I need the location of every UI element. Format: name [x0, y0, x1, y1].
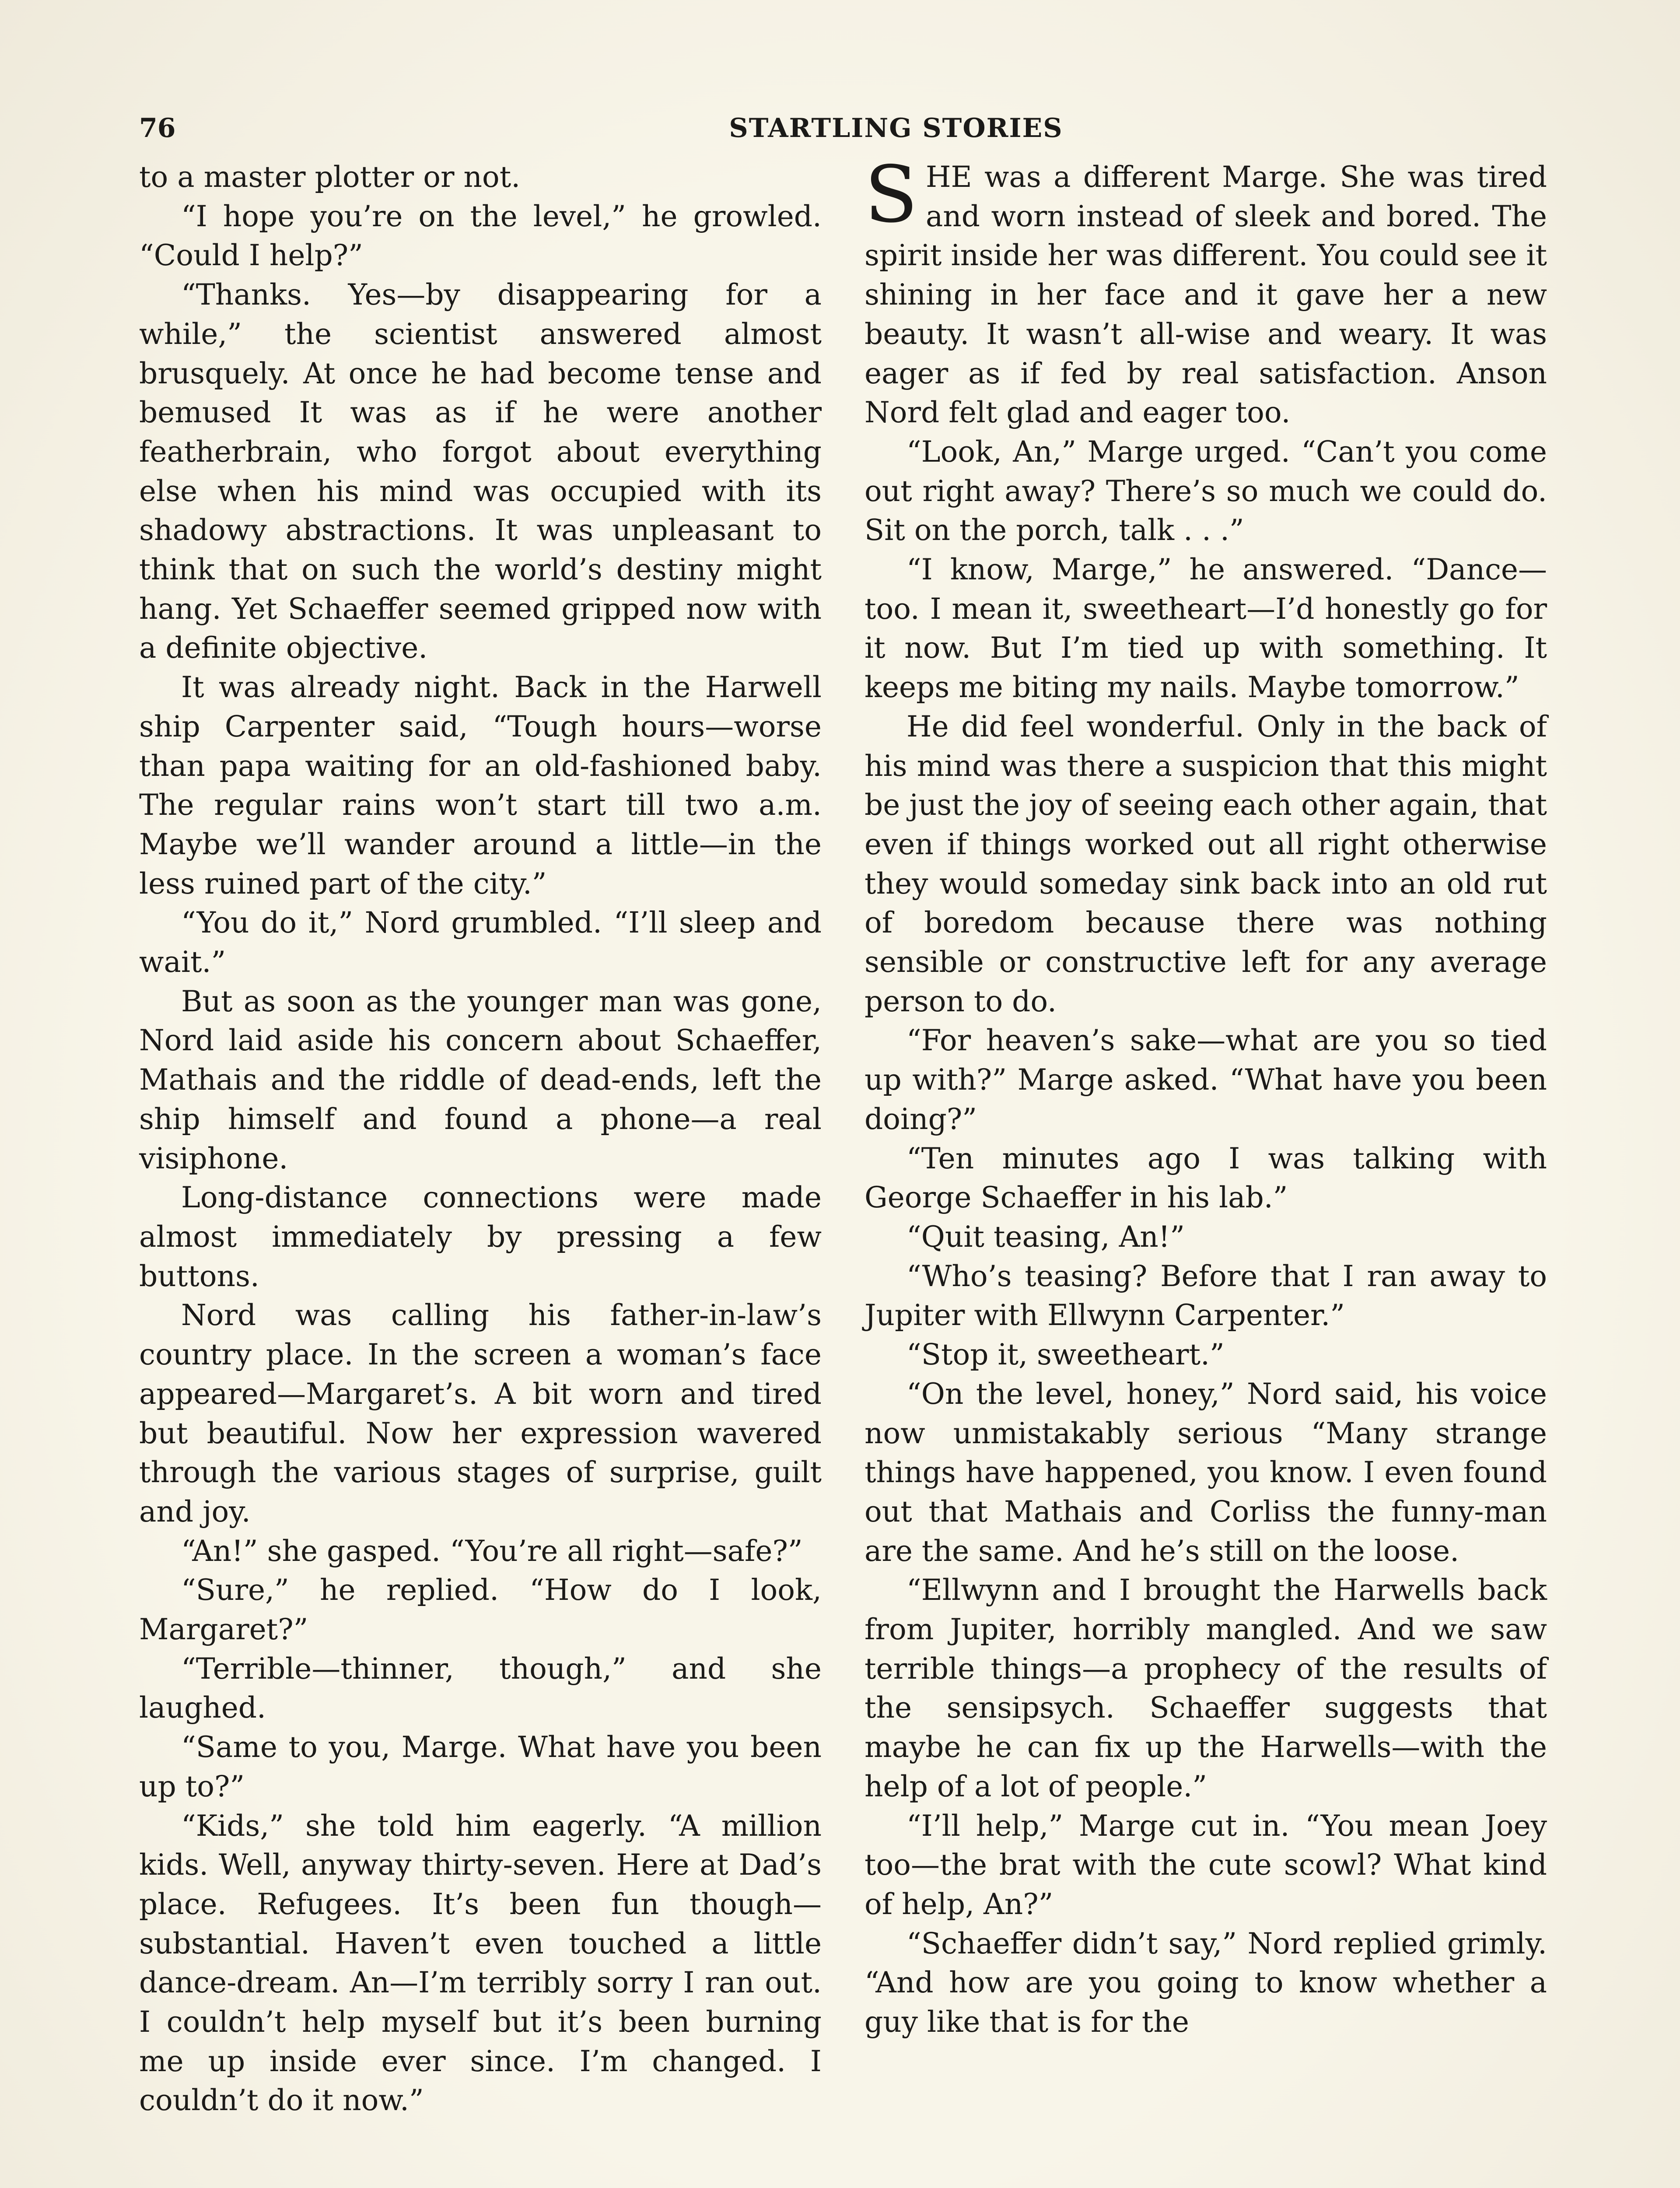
paragraph: Long-distance connections were made almost immediately by pressing a few buttons.: [139, 1181, 822, 1293]
paragraph: “For heaven’s sake—what are you so tied up with?” Marge asked. “What have you been doing?”: [864, 1024, 1547, 1136]
paragraph: “Same to you, Marge. What have you been up to?”: [139, 1730, 822, 1803]
opening-paragraph: [864, 149, 1547, 432]
paragraph: He did feel wonderful. Only in the back of his mind was there a suspicion that this might be just the joy of seeing each other again, that even if things worked out all right otherwise they would someday sink back into an old rut of boredom because there was nothing sensible or constructive left for any average person to do.: [864, 709, 1547, 1018]
paragraph: “Schaeffer didn’t say,” Nord replied grimly. “And how are you going to know whether a guy like that is for the: [864, 1926, 1547, 2039]
paragraph: “You do it,” Nord grumbled. “I’ll sleep and wait.”: [139, 906, 822, 979]
paragraph: But as soon as the younger man was gone, Nord laid aside his concern about Schaeffer, Mathais and the riddle of dead-ends, left the ship himself and found a phone—a real visiphone.: [139, 984, 822, 1175]
paragraph: “Quit teasing, An!”: [906, 1220, 1185, 1254]
paragraph: “Stop it, sweetheart.”: [906, 1338, 1225, 1372]
paragraph: “Who’s teasing? Before that I ran away to Jupiter with Ellwynn Carpenter.”: [864, 1259, 1547, 1332]
paragraph: “I’ll help,” Marge cut in. “You mean Joey too—the brat with the cute scowl? What kind of help, An?”: [864, 1809, 1547, 1921]
paragraph: It was already night. Back in the Harwell ship Carpenter said, “Tough hours—worse than papa waiting for an old-fashioned baby. The regular rains won’t start till two a.m. Maybe we’ll wander around a little—in the less ruined part of the city.”: [139, 670, 822, 901]
paragraph: “I know, Marge,” he answered. “Dance—too. I mean it, sweetheart—I’d honestly go for it now. But I’m tied up with something. It keeps me biting my nails. Maybe tomorrow.”: [864, 553, 1547, 705]
page-number: 76: [139, 113, 176, 144]
page-header: [139, 113, 1544, 148]
paragraph: “An!” she gasped. “You’re all right—safe?”: [181, 1534, 803, 1568]
paragraph: “Ten minutes ago I was talking with George Schaeffer in his lab.”: [864, 1141, 1547, 1215]
drop-cap: S: [864, 149, 918, 240]
right-column: [864, 149, 1547, 2042]
paragraph: “Ellwynn and I brought the Harwells back from Jupiter, horribly mangled. And we saw terrible things—a prophecy of the results of the sensipsych. Schaeffer suggests that maybe he can fix up the Harwells—with the help of a lot of people.”: [864, 1573, 1547, 1803]
paragraph: “Kids,” she told him eagerly. “A million kids. Well, anyway thirty-seven. Here at Dad’s place. Refugees. It’s been fun though—substantial. Haven’t even touched a little dance-dream. An—I’m terribly sorry I ran out. I couldn’t help myself but it’s been burning me up inside ever since. I’m changed. I couldn’t do it now.”: [139, 1809, 822, 2118]
paragraph: “Terrible—thinner, though,” and she laughed.: [139, 1652, 822, 1725]
paragraph: “Thanks. Yes—by disappearing for a while,” the scientist answered almost brusquely. At once he had become tense and bemused It was as if he were another featherbrain, who forgot about everything else when his mind was occupied with its shadowy abstractions. It was unpleasant to think that on such the world’s destiny might hang. Yet Schaeffer seemed gripped now with a definite objective.: [139, 278, 822, 665]
left-column: [139, 158, 822, 2120]
opening-paragraph-text: HE was a different Marge. She was tired and worn instead of sleek and bored. The spirit inside her was different. You could see it shining in her face and it gave her a new beauty. It wasn’t all-wise and weary. It was eager as if fed by real satisfaction. Anson Nord felt glad and eager too.: [864, 160, 1547, 430]
paragraph: “Look, An,” Marge urged. “Can’t you come out right away? There’s so much we could do. Sit on the porch, talk . . .”: [864, 435, 1547, 547]
paragraph: “I hope you’re on the level,” he growled. “Could I help?”: [139, 199, 822, 273]
magazine-title: STARTLING STORIES: [729, 113, 1063, 144]
paragraph: to a master plotter or not.: [139, 160, 521, 194]
paragraph: Nord was calling his father-in-law’s country place. In the screen a woman’s face appeared—Margaret’s. A bit worn and tired but beautiful. Now her expression wavered through the various stages of surprise, guilt and joy.: [139, 1298, 822, 1529]
paragraph: “On the level, honey,” Nord said, his voice now unmistakably serious “Many strange things have happened, you know. I even found out that Mathais and Corliss the funny-man are the same. And he’s still on the loose.: [864, 1377, 1547, 1568]
paragraph: “Sure,” he replied. “How do I look, Margaret?”: [139, 1573, 822, 1647]
